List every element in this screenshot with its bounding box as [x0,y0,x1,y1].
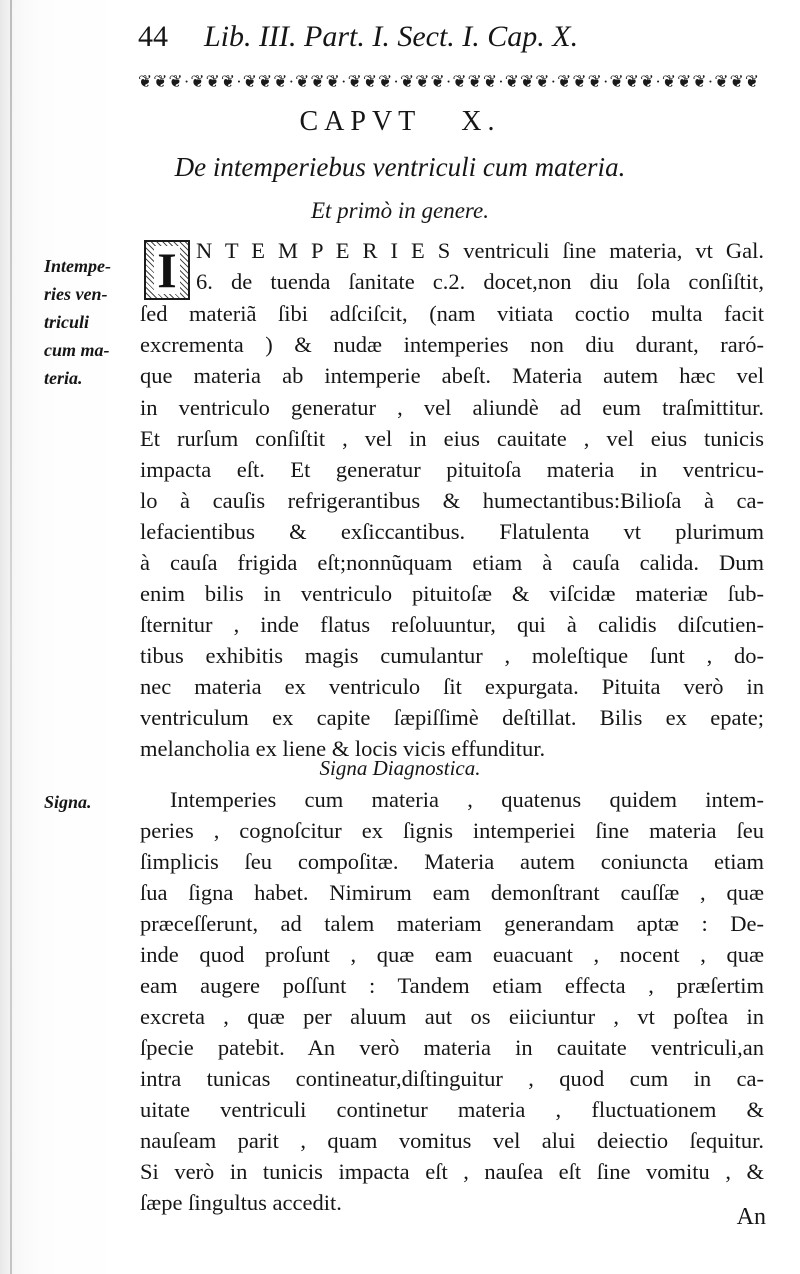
text-line: enim bilis in ventriculo pituitoſæ & viſcidæ materiæ ſub- [140,581,764,606]
drop-cap-letter: I [154,246,179,294]
margin-note-line: triculi [44,312,90,332]
catchword: An [736,1204,766,1230]
margin-note-line: cum ma- [44,340,110,360]
text-line: Si verò in tunicis impacta eſt , nauſea eſt ſine vomitu , & [140,1159,764,1184]
margin-note-intemperies [44,252,139,392]
text-line: N T E M P E R I E S ventriculi ſine materia, vt Gal. [196,238,764,263]
text-line: tibus exhibitis magis cumulantur , moleſtique ſunt , do- [140,643,764,668]
text-line: ſed materiã ſibi adſciſcit, (nam vitiata coctio multa facit [140,301,764,326]
text-line: ſimplicis ſeu compoſitæ. Materia autem coniuncta etiam [140,849,764,874]
text-line: eam augere poſſunt : Tandem etiam effecta , præſertim [140,973,764,998]
text-line: ſua ſigna habet. Nimirum eam demonſtrant cauſſæ , quæ [140,880,764,905]
text-line: ventriculum ex capite ſæpiſſimè deſtillat. Bilis ex epate; [140,705,764,730]
text-line: in ventriculo generatur , vel aliundè ad eum traſmittitur. [140,395,764,420]
text-line: impacta eſt. Et generatur pituitoſa materia in ventricu- [140,457,764,482]
text-line: nec materia ex ventriculo ſit expurgata. Pituita verò in [140,674,764,699]
margin-note-signa: Signa. [44,792,92,812]
chapter-numeral: X. [461,106,501,137]
section-heading: Signa Diagnostica. [319,756,481,780]
text-line: uitate ventriculi continetur materia , fluctuationem & [140,1097,764,1122]
text-line: à cauſa frigida eſt;nonnũquam etiam à cauſa calida. Dum [140,550,764,575]
text-line: melancholia ex liene & locis vicis effunditur. [140,736,546,761]
text-line: ſternitur , inde flatus reſoluuntur, qui à calidis diſcutien- [140,612,764,637]
ornament-band: ❦❦❦·❦❦❦·❦❦❦·❦❦❦·❦❦❦·❦❦❦·❦❦❦·❦❦❦·❦❦❦·❦❦❦·❦❦❦·❦❦❦ [138,72,761,91]
page-number: 44 [138,20,168,53]
text-line: nauſeam parit , quam vomitus vel alui deiectio ſequitur. [140,1128,764,1153]
margin-note-line: teria. [44,368,83,388]
text-line: 6. de tuenda ſanitate c.2. docet,non diu ſola conſiſtit, [196,269,764,294]
drop-cap [144,240,190,300]
text-line: inde quod proſunt , quæ eam euacuant , nocent , quæ [140,942,764,967]
text-line: Et rurſum conſiſtit , vel in eius cauitate , vel eius tunicis [140,426,764,451]
margin-note-line: Intempe- [44,256,111,276]
margin-note-line: ries ven- [44,284,108,304]
text-line: peries , cognoſcitur ex ſignis intemperiei ſine materia ſeu [140,818,764,843]
text-line: ſæpe ſingultus accedit. [140,1190,342,1215]
running-title: Lib. III. Part. I. Sect. I. Cap. X. [204,20,579,53]
running-header [138,20,578,54]
text-line: excrementa ) & nudæ intemperies non diu durant, raró- [140,332,764,357]
text-line: que materia ab intemperie abeſt. Materia autem hæc vel [140,363,764,388]
text-line: intra tunicas contineatur,diſtinguitur , quod cum in ca- [140,1066,764,1091]
text-line: ſpecie patebit. An verò materia in cauitate ventriculi,an [140,1035,764,1060]
text-line: præceſſerunt, ad talem materiam generandam aptæ : De- [140,911,764,936]
text-line: excreta , quæ per aluum aut os eiiciuntur , vt poſtea in [140,1004,764,1029]
text-line: Intemperies cum materia , quatenus quidem intem- [170,787,764,812]
chapter-label: CAPVT [299,106,422,137]
chapter-subtitle-2: Et primò in genere. [310,198,489,223]
text-line: lefacientibus & exſiccantibus. Flatulenta vt plurimum [140,519,764,544]
page-gutter [10,0,12,1274]
chapter-subtitle: De intemperiebus ventriculi cum materia. [174,152,626,182]
text-line: lo à cauſis refrigerantibus & humectantibus:Bilioſa à ca- [140,488,764,513]
chapter-heading [0,106,800,138]
